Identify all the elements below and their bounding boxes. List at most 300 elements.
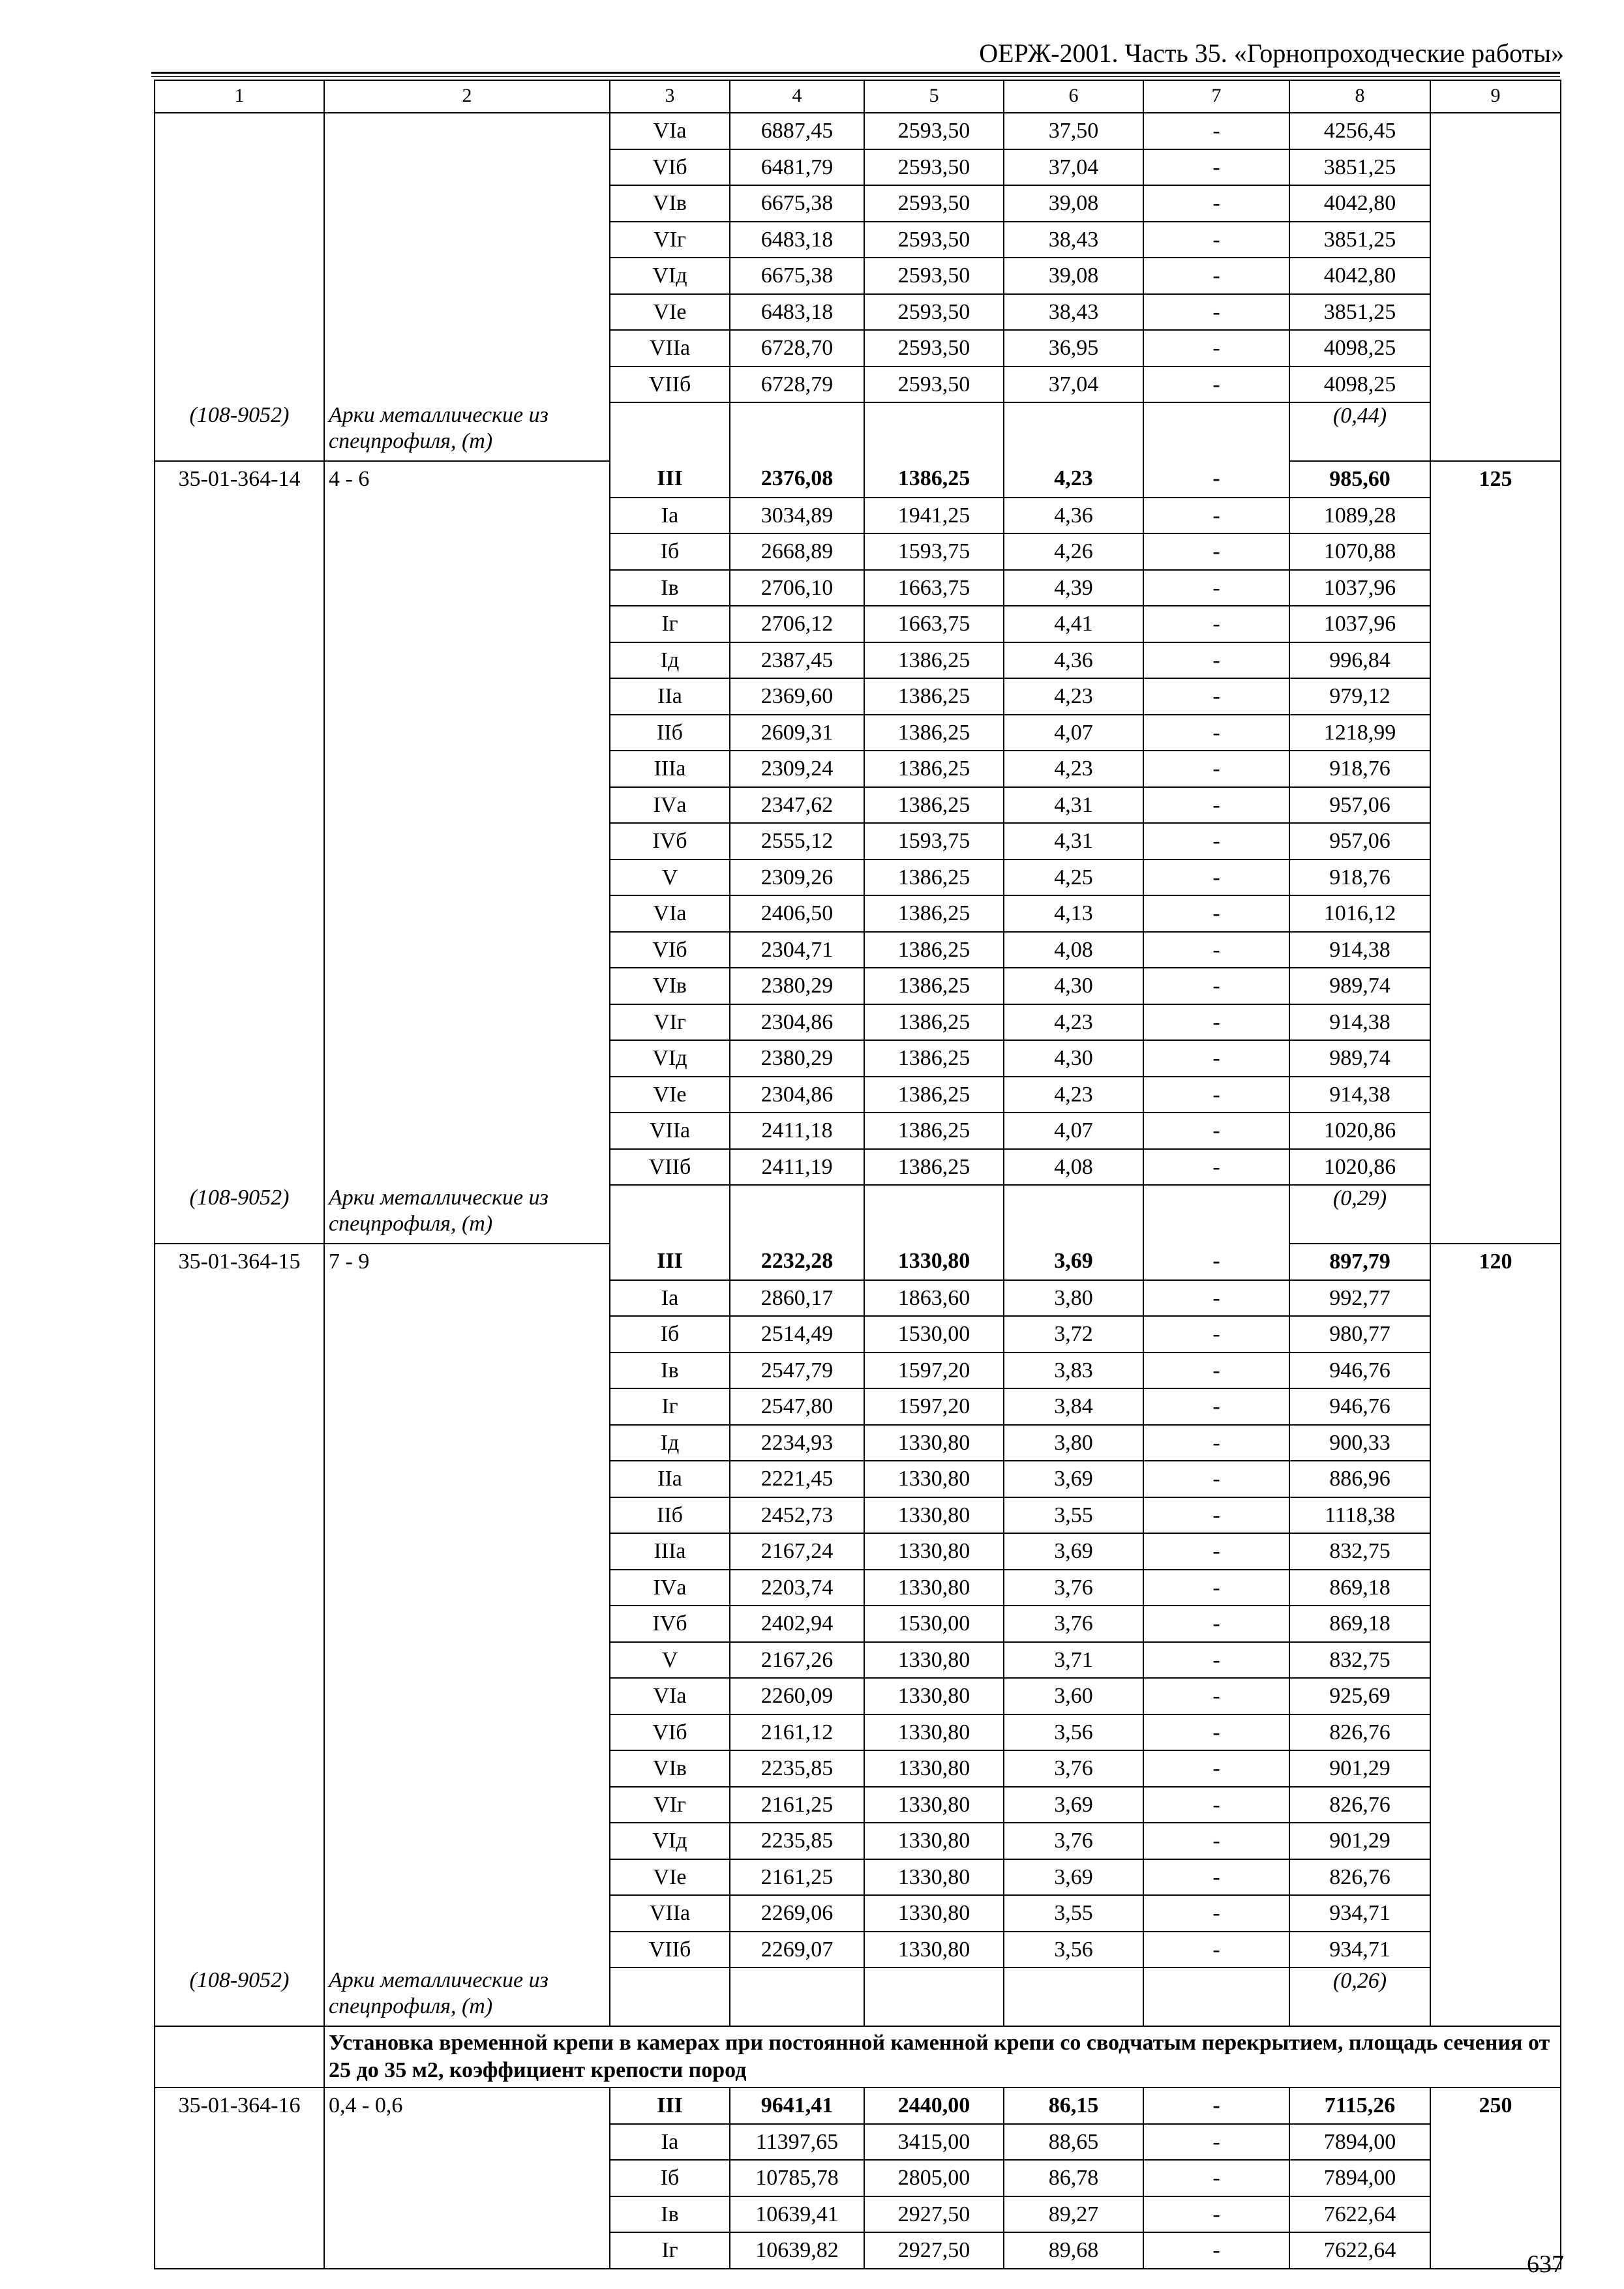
material-cost: 1218,99 xyxy=(1289,715,1430,751)
rock-strength xyxy=(324,678,610,715)
material-cost: 946,76 xyxy=(1289,1388,1430,1425)
region-zone: Iб xyxy=(610,533,730,570)
column-number: 6 xyxy=(1004,80,1143,113)
labor-cost: 2593,50 xyxy=(864,185,1004,222)
rock-strength xyxy=(324,222,610,258)
machine-cost: 4,07 xyxy=(1004,715,1143,751)
labor-hours xyxy=(1430,606,1561,642)
rock-strength xyxy=(324,1353,610,1389)
table-row xyxy=(155,1149,1561,1186)
table-row xyxy=(155,149,1561,186)
section-heading: Установка временной крепи в камерах при постоянной каменной крепи со сводчатым перекрытием, площадь сечения от 25 до 35 м2, коэффициент крепости пород xyxy=(324,2026,1561,2087)
labor-cost: 1330,80 xyxy=(864,1425,1004,1461)
total-cost xyxy=(730,1967,864,2026)
driver-wage: - xyxy=(1143,1750,1289,1787)
rock-strength xyxy=(324,968,610,1004)
total-cost: 6887,45 xyxy=(730,113,864,149)
labor-hours xyxy=(1430,570,1561,606)
table-row xyxy=(155,222,1561,258)
driver-wage: - xyxy=(1143,823,1289,860)
labor-cost: 1386,25 xyxy=(864,932,1004,968)
region-zone: Iд xyxy=(610,1425,730,1461)
rock-strength xyxy=(324,185,610,222)
region-zone: VIб xyxy=(610,1714,730,1751)
rock-strength xyxy=(324,715,610,751)
labor-hours xyxy=(1430,1570,1561,1606)
total-cost: 2309,26 xyxy=(730,860,864,896)
norm-code xyxy=(155,1533,324,1570)
labor-hours: 120 xyxy=(1430,1244,1561,1280)
machine-cost: 3,60 xyxy=(1004,1678,1143,1714)
total-cost: 2161,25 xyxy=(730,1787,864,1823)
labor-hours xyxy=(1430,1714,1561,1751)
total-cost: 2161,12 xyxy=(730,1714,864,1751)
rock-strength xyxy=(324,642,610,679)
machine-cost: 37,04 xyxy=(1004,149,1143,186)
material-cost: 826,76 xyxy=(1289,1787,1430,1823)
table-row xyxy=(155,715,1561,751)
total-cost: 2547,80 xyxy=(730,1388,864,1425)
driver-wage: - xyxy=(1143,715,1289,751)
material-cost: 957,06 xyxy=(1289,787,1430,824)
material-cost: 979,12 xyxy=(1289,678,1430,715)
labor-cost: 2927,50 xyxy=(864,2232,1004,2269)
column-number-row xyxy=(155,80,1561,113)
material-cost: 1089,28 xyxy=(1289,498,1430,534)
total-cost: 2860,17 xyxy=(730,1280,864,1317)
material-cost: (0,29) xyxy=(1289,1185,1430,1244)
page-number: 637 xyxy=(1527,2251,1564,2278)
driver-wage: - xyxy=(1143,1388,1289,1425)
resource-name: Арки металлические из спецпрофиля, (т) xyxy=(324,1185,610,1244)
labor-hours xyxy=(1430,1642,1561,1679)
driver-wage: - xyxy=(1143,113,1289,149)
norm-code xyxy=(155,1113,324,1149)
material-cost: 7115,26 xyxy=(1289,2087,1430,2124)
rock-strength xyxy=(324,1714,610,1751)
machine-cost: 3,56 xyxy=(1004,1932,1143,1968)
driver-wage: - xyxy=(1143,222,1289,258)
total-cost: 2232,28 xyxy=(730,1244,864,1280)
driver-wage: - xyxy=(1143,642,1289,679)
resource-name: Арки металлические из спецпрофиля, (т) xyxy=(324,1967,610,2026)
region-zone: VIд xyxy=(610,1040,730,1077)
labor-cost: 2593,50 xyxy=(864,367,1004,403)
region-zone: VIIб xyxy=(610,1932,730,1968)
driver-wage: - xyxy=(1143,2232,1289,2269)
labor-hours xyxy=(1430,823,1561,860)
total-cost: 2167,24 xyxy=(730,1533,864,1570)
rock-strength xyxy=(324,2124,610,2161)
norm-code xyxy=(155,642,324,679)
norm-code xyxy=(155,1149,324,1186)
total-cost: 2235,85 xyxy=(730,1750,864,1787)
region-zone: VIIа xyxy=(610,1895,730,1932)
norm-code xyxy=(155,2124,324,2161)
table-row xyxy=(155,751,1561,787)
rock-strength xyxy=(324,2196,610,2233)
region-zone: VIв xyxy=(610,1750,730,1787)
table-row xyxy=(155,1040,1561,1077)
material-cost: 1037,96 xyxy=(1289,570,1430,606)
material-cost: 897,79 xyxy=(1289,1244,1430,1280)
machine-cost: 4,13 xyxy=(1004,895,1143,932)
region-zone: VIа xyxy=(610,895,730,932)
region-zone: V xyxy=(610,1642,730,1679)
material-cost: 980,77 xyxy=(1289,1316,1430,1353)
header-rule xyxy=(151,72,1560,74)
region-zone: VIг xyxy=(610,222,730,258)
labor-cost: 1386,25 xyxy=(864,715,1004,751)
table-row xyxy=(155,1606,1561,1642)
region-zone: IIIа xyxy=(610,1533,730,1570)
resource-row xyxy=(155,402,1561,461)
rock-strength xyxy=(324,1895,610,1932)
norm-code xyxy=(155,1750,324,1787)
machine-cost: 39,08 xyxy=(1004,258,1143,294)
driver-wage: - xyxy=(1143,1787,1289,1823)
driver-wage: - xyxy=(1143,751,1289,787)
rock-strength xyxy=(324,1678,610,1714)
table-row xyxy=(155,2124,1561,2161)
norm-code xyxy=(155,185,324,222)
driver-wage: - xyxy=(1143,1533,1289,1570)
machine-cost: 4,39 xyxy=(1004,570,1143,606)
driver-wage: - xyxy=(1143,1859,1289,1896)
labor-hours xyxy=(1430,330,1561,367)
norm-code xyxy=(155,498,324,534)
total-cost: 2380,29 xyxy=(730,1040,864,1077)
table-row xyxy=(155,606,1561,642)
material-cost: 1037,96 xyxy=(1289,606,1430,642)
region-zone: IIб xyxy=(610,715,730,751)
table-row xyxy=(155,1353,1561,1389)
material-cost: 826,76 xyxy=(1289,1859,1430,1896)
labor-hours xyxy=(1430,1606,1561,1642)
machine-cost: 3,83 xyxy=(1004,1353,1143,1389)
labor-hours xyxy=(1430,932,1561,968)
labor-cost: 1386,25 xyxy=(864,461,1004,498)
labor-cost: 1386,25 xyxy=(864,1149,1004,1186)
machine-cost: 3,80 xyxy=(1004,1425,1143,1461)
rock-strength xyxy=(324,149,610,186)
labor-cost: 1330,80 xyxy=(864,1533,1004,1570)
rock-strength xyxy=(324,1932,610,1968)
material-cost: 3851,25 xyxy=(1289,294,1430,331)
material-cost: 957,06 xyxy=(1289,823,1430,860)
total-cost: 6483,18 xyxy=(730,222,864,258)
machine-cost: 4,08 xyxy=(1004,1149,1143,1186)
rock-strength xyxy=(324,1388,610,1425)
driver-wage: - xyxy=(1143,498,1289,534)
norm-code xyxy=(155,367,324,403)
rock-strength xyxy=(324,533,610,570)
labor-cost: 1330,80 xyxy=(864,1570,1004,1606)
region-zone: VIе xyxy=(610,294,730,331)
total-cost: 2547,79 xyxy=(730,1353,864,1389)
labor-hours xyxy=(1430,860,1561,896)
material-cost: 3851,25 xyxy=(1289,222,1430,258)
machine-cost xyxy=(1004,402,1143,461)
region-zone: Iв xyxy=(610,570,730,606)
norm-code xyxy=(155,1353,324,1389)
labor-hours xyxy=(1430,895,1561,932)
table-row xyxy=(155,533,1561,570)
machine-cost: 4,36 xyxy=(1004,498,1143,534)
norm-code xyxy=(155,1077,324,1113)
labor-cost xyxy=(864,1185,1004,1244)
region-zone: V xyxy=(610,860,730,896)
resource-row xyxy=(155,1967,1561,2026)
machine-cost: 4,25 xyxy=(1004,860,1143,896)
region-zone: IIб xyxy=(610,1497,730,1534)
material-cost: 7622,64 xyxy=(1289,2196,1430,2233)
rock-strength xyxy=(324,1750,610,1787)
machine-cost: 89,68 xyxy=(1004,2232,1143,2269)
norm-code xyxy=(155,570,324,606)
column-number: 5 xyxy=(864,80,1004,113)
material-cost: 7894,00 xyxy=(1289,2124,1430,2161)
labor-cost: 2805,00 xyxy=(864,2160,1004,2196)
table-row xyxy=(155,1570,1561,1606)
price-table xyxy=(154,80,1561,2269)
rock-strength: 0,4 - 0,6 xyxy=(324,2087,610,2124)
machine-cost: 4,36 xyxy=(1004,642,1143,679)
rock-strength xyxy=(324,570,610,606)
norm-code xyxy=(155,533,324,570)
labor-hours xyxy=(1430,1895,1561,1932)
total-cost: 11397,65 xyxy=(730,2124,864,2161)
region-zone: VIб xyxy=(610,149,730,186)
table-row xyxy=(155,1497,1561,1534)
norm-code xyxy=(155,2196,324,2233)
machine-cost: 3,76 xyxy=(1004,1606,1143,1642)
total-cost: 2609,31 xyxy=(730,715,864,751)
region-zone: VIб xyxy=(610,932,730,968)
labor-hours xyxy=(1430,642,1561,679)
driver-wage: - xyxy=(1143,570,1289,606)
labor-cost: 1330,80 xyxy=(864,1678,1004,1714)
machine-cost: 38,43 xyxy=(1004,294,1143,331)
total-cost: 2706,10 xyxy=(730,570,864,606)
rock-strength xyxy=(324,1859,610,1896)
resource-name: Арки металлические из спецпрофиля, (т) xyxy=(324,402,610,461)
material-cost: 914,38 xyxy=(1289,932,1430,968)
material-cost: 901,29 xyxy=(1289,1823,1430,1859)
table-row xyxy=(155,294,1561,331)
driver-wage: - xyxy=(1143,2160,1289,2196)
norm-code xyxy=(155,1932,324,1968)
labor-hours xyxy=(1430,1859,1561,1896)
driver-wage: - xyxy=(1143,533,1289,570)
region-zone: IIа xyxy=(610,678,730,715)
machine-cost: 4,31 xyxy=(1004,823,1143,860)
machine-cost: 3,69 xyxy=(1004,1859,1143,1896)
total-cost: 2402,94 xyxy=(730,1606,864,1642)
rock-strength xyxy=(324,330,610,367)
norm-code xyxy=(155,1787,324,1823)
driver-wage: - xyxy=(1143,2124,1289,2161)
rock-strength xyxy=(324,1040,610,1077)
driver-wage: - xyxy=(1143,1932,1289,1968)
total-cost: 10639,82 xyxy=(730,2232,864,2269)
labor-hours xyxy=(1430,185,1561,222)
labor-hours xyxy=(1430,1077,1561,1113)
table-row xyxy=(155,461,1561,498)
labor-cost: 1330,80 xyxy=(864,1244,1004,1280)
machine-cost: 4,41 xyxy=(1004,606,1143,642)
labor-cost: 1330,80 xyxy=(864,1714,1004,1751)
region-zone: III xyxy=(610,1244,730,1280)
table-row xyxy=(155,1425,1561,1461)
total-cost: 6728,70 xyxy=(730,330,864,367)
rock-strength xyxy=(324,367,610,403)
labor-hours xyxy=(1430,1787,1561,1823)
region-zone: Iб xyxy=(610,2160,730,2196)
section-code-cell xyxy=(155,2026,324,2087)
machine-cost: 3,80 xyxy=(1004,1280,1143,1317)
region-zone xyxy=(610,1967,730,2026)
total-cost: 2376,08 xyxy=(730,461,864,498)
material-cost: 4256,45 xyxy=(1289,113,1430,149)
rock-strength xyxy=(324,860,610,896)
total-cost: 2304,86 xyxy=(730,1004,864,1041)
material-cost: 886,96 xyxy=(1289,1461,1430,1497)
driver-wage: - xyxy=(1143,1606,1289,1642)
total-cost: 2347,62 xyxy=(730,787,864,824)
labor-hours xyxy=(1430,1678,1561,1714)
machine-cost: 89,27 xyxy=(1004,2196,1143,2233)
norm-code xyxy=(155,715,324,751)
table-row xyxy=(155,330,1561,367)
driver-wage: - xyxy=(1143,2087,1289,2124)
labor-cost: 2593,50 xyxy=(864,330,1004,367)
labor-cost: 1330,80 xyxy=(864,1895,1004,1932)
table-row xyxy=(155,1244,1561,1280)
table-row xyxy=(155,2232,1561,2269)
labor-cost: 1597,20 xyxy=(864,1388,1004,1425)
total-cost xyxy=(730,402,864,461)
table-row xyxy=(155,2087,1561,2124)
material-cost: (0,26) xyxy=(1289,1967,1430,2026)
labor-cost: 2927,50 xyxy=(864,2196,1004,2233)
region-zone: VIе xyxy=(610,1077,730,1113)
driver-wage xyxy=(1143,402,1289,461)
machine-cost: 4,30 xyxy=(1004,968,1143,1004)
labor-hours xyxy=(1430,2124,1561,2161)
table-row xyxy=(155,1678,1561,1714)
table-row xyxy=(155,185,1561,222)
labor-cost: 1330,80 xyxy=(864,1642,1004,1679)
total-cost: 2514,49 xyxy=(730,1316,864,1353)
labor-cost xyxy=(864,1967,1004,2026)
labor-hours xyxy=(1430,1497,1561,1534)
table-row xyxy=(155,678,1561,715)
labor-hours xyxy=(1430,1533,1561,1570)
total-cost: 6483,18 xyxy=(730,294,864,331)
labor-hours xyxy=(1430,1280,1561,1317)
machine-cost: 4,23 xyxy=(1004,751,1143,787)
region-zone: IIа xyxy=(610,1461,730,1497)
column-number: 4 xyxy=(730,80,864,113)
table-row xyxy=(155,1895,1561,1932)
region-zone: IVб xyxy=(610,823,730,860)
total-cost: 2269,06 xyxy=(730,1895,864,1932)
driver-wage: - xyxy=(1143,1280,1289,1317)
labor-hours xyxy=(1430,1967,1561,2026)
region-zone: VIд xyxy=(610,1823,730,1859)
region-zone: Iг xyxy=(610,2232,730,2269)
material-cost: 7622,64 xyxy=(1289,2232,1430,2269)
norm-code xyxy=(155,258,324,294)
norm-code: 35-01-364-16 xyxy=(155,2087,324,2124)
driver-wage: - xyxy=(1143,1678,1289,1714)
material-cost: 1020,86 xyxy=(1289,1113,1430,1149)
region-zone xyxy=(610,1185,730,1244)
rock-strength xyxy=(324,1077,610,1113)
labor-cost: 1386,25 xyxy=(864,1077,1004,1113)
rock-strength xyxy=(324,895,610,932)
norm-code xyxy=(155,1425,324,1461)
column-number: 7 xyxy=(1143,80,1289,113)
norm-code xyxy=(155,1461,324,1497)
norm-code xyxy=(155,1004,324,1041)
table-row xyxy=(155,2160,1561,2196)
region-zone: VIа xyxy=(610,1678,730,1714)
norm-code xyxy=(155,1714,324,1751)
region-zone: Iа xyxy=(610,498,730,534)
material-cost: 1020,86 xyxy=(1289,1149,1430,1186)
machine-cost: 3,55 xyxy=(1004,1497,1143,1534)
driver-wage: - xyxy=(1143,185,1289,222)
column-number: 2 xyxy=(324,80,610,113)
total-cost: 2167,26 xyxy=(730,1642,864,1679)
norm-code xyxy=(155,1388,324,1425)
region-zone: IVа xyxy=(610,1570,730,1606)
region-zone: VIд xyxy=(610,258,730,294)
rock-strength xyxy=(324,258,610,294)
labor-cost: 1386,25 xyxy=(864,860,1004,896)
machine-cost: 3,76 xyxy=(1004,1750,1143,1787)
material-cost: 1016,12 xyxy=(1289,895,1430,932)
labor-hours xyxy=(1430,498,1561,534)
norm-code xyxy=(155,2160,324,2196)
labor-cost xyxy=(864,402,1004,461)
region-zone: VIг xyxy=(610,1787,730,1823)
rock-strength: 4 - 6 xyxy=(324,461,610,498)
table-row xyxy=(155,787,1561,824)
norm-code xyxy=(155,787,324,824)
region-zone: VIIб xyxy=(610,1149,730,1186)
table-row xyxy=(155,1823,1561,1859)
total-cost: 2235,85 xyxy=(730,1823,864,1859)
machine-cost: 37,50 xyxy=(1004,113,1143,149)
labor-cost: 1593,75 xyxy=(864,533,1004,570)
labor-cost: 1330,80 xyxy=(864,1787,1004,1823)
material-cost: 869,18 xyxy=(1289,1606,1430,1642)
norm-code xyxy=(155,1606,324,1642)
norm-code xyxy=(155,932,324,968)
total-cost: 6481,79 xyxy=(730,149,864,186)
driver-wage: - xyxy=(1143,1040,1289,1077)
machine-cost: 4,07 xyxy=(1004,1113,1143,1149)
column-number: 8 xyxy=(1289,80,1430,113)
region-zone: IIIа xyxy=(610,751,730,787)
rock-strength xyxy=(324,1642,610,1679)
material-cost: 7894,00 xyxy=(1289,2160,1430,2196)
labor-hours xyxy=(1430,402,1561,461)
table-row xyxy=(155,968,1561,1004)
